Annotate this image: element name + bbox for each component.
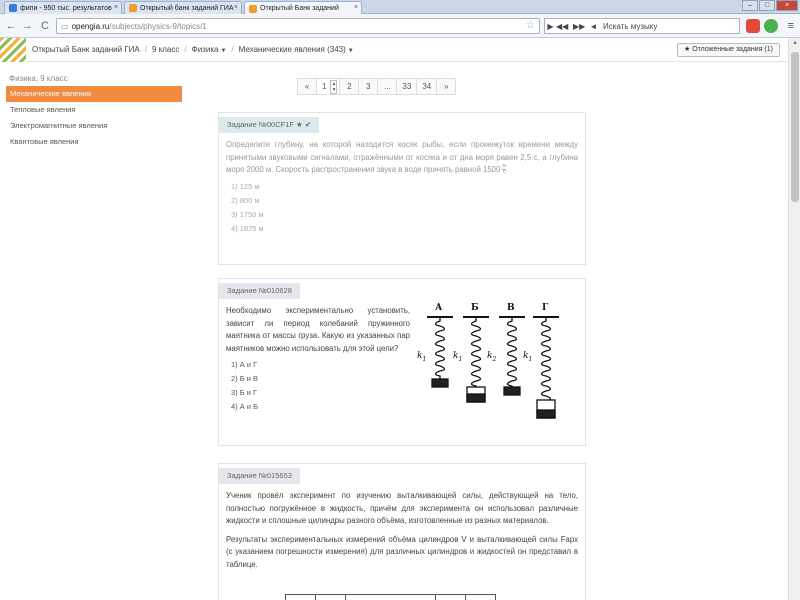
task-card: [218, 112, 586, 265]
tab-title: Открытый Банк заданий: [260, 5, 339, 12]
stepper-up-icon[interactable]: ▲: [331, 80, 337, 87]
close-window-icon[interactable]: ×: [776, 0, 798, 11]
search-favicon-icon: [9, 4, 17, 12]
spring-label: Г: [542, 303, 549, 313]
answer-option[interactable]: 4) 1875 м: [231, 223, 264, 233]
sidebar: [6, 72, 182, 150]
spring-a: [427, 317, 453, 387]
answer-option[interactable]: 4) А и Б: [231, 402, 259, 411]
pagination-ellipsis: ...: [377, 78, 397, 95]
pagination-next[interactable]: »: [436, 78, 456, 95]
url-path: /subjects/physics-9/topics/1: [109, 21, 207, 31]
close-tab-icon[interactable]: ×: [233, 4, 238, 11]
site-favicon-icon: [249, 5, 257, 13]
task-question: Результаты экспериментальных измерений объёма цилиндров V и выталкивающей силы Fарх (с указанием погрешности измерения) для различных цилиндров и жидкостей он представил в таблице.: [226, 534, 578, 569]
music-player: [544, 18, 740, 34]
page-scrollbar[interactable]: [788, 38, 800, 600]
pagination: [298, 78, 456, 95]
answer-option[interactable]: 3) 1750 м: [231, 209, 264, 219]
scroll-up-icon[interactable]: ▲: [792, 40, 798, 46]
spring-constant-label: $k_1$: [523, 351, 533, 363]
spring-constant-label: $k_1$: [453, 351, 463, 363]
tab-opengia-2[interactable]: [244, 1, 362, 15]
breadcrumb-grade[interactable]: 9 класс: [152, 45, 180, 54]
chevron-down-icon[interactable]: ▼: [347, 48, 354, 54]
scrollbar-thumb[interactable]: [791, 52, 799, 202]
unit-fraction: $\frac{м}{с}$: [502, 163, 506, 176]
site-header: [0, 38, 788, 62]
task-question: Необходимо экспериментально установить, зависит ли период колебаний пружинного маятника от массы груза. Какую из указанных пар маятников можно использовать для этой цели?: [226, 306, 410, 353]
task-card: [218, 463, 586, 600]
pagination-page[interactable]: 33: [396, 78, 417, 95]
extension-icon[interactable]: [746, 19, 760, 33]
spring-constant-label: $k_2$: [487, 351, 497, 363]
task-question: Ученик провёл эксперимент по изучению выталкивающей силы, действующей на тело, полностью погружённое в жидкость, причём для эксперимента он использовал различные жидкости и сплошные цилиндры разного объёма, изготовленные из разных материалов.: [226, 491, 578, 525]
breadcrumb-subject[interactable]: Физика: [191, 45, 219, 54]
answer-list: [219, 177, 585, 242]
back-icon[interactable]: ←: [5, 20, 17, 32]
maximize-icon[interactable]: □: [759, 0, 775, 11]
breadcrumb-home[interactable]: Открытый Банк заданий ГИА: [32, 45, 140, 54]
results-table: [285, 594, 496, 600]
spring-constant-label: $k_1$: [417, 351, 427, 363]
answer-option[interactable]: 3) Б и Г: [231, 388, 258, 397]
reload-icon[interactable]: C: [41, 20, 49, 32]
task-header: Задание №015653: [219, 468, 300, 484]
extension-icon[interactable]: [764, 19, 778, 33]
url-host: opengia.ru: [71, 21, 110, 31]
current-page-input[interactable]: 1: [322, 82, 327, 91]
task-header: Задание №010628: [219, 283, 300, 299]
play-icon[interactable]: ▶: [547, 21, 554, 31]
task-question: Определите глубину, на которой находится косяк рыбы, если промежуток времени между принятыми звуковыми сигналами, отражёнными от косяка и от дна моря равен 2,5 с, а глубина моря 2000 м. Скорость распространения звука в воде принять равной 1500 $\frac{м}{с}$ .: [226, 140, 578, 176]
window-controls: [742, 0, 798, 11]
pagination-prev[interactable]: «: [297, 78, 317, 95]
spring-v: [499, 317, 525, 395]
site-favicon-icon: [129, 4, 137, 12]
forward-icon[interactable]: →: [21, 20, 33, 32]
music-search-input[interactable]: Искать музыку: [603, 21, 658, 31]
breadcrumb: Открытый Банк заданий ГИА / 9 класс / Физика ▼ / Механические явления (343) ▼: [32, 45, 354, 54]
page-stepper[interactable]: [330, 80, 337, 94]
logo[interactable]: [0, 38, 26, 62]
close-tab-icon[interactable]: ×: [353, 4, 358, 11]
address-bar[interactable]: [56, 18, 540, 34]
breadcrumb-topic[interactable]: Механические явления (343): [238, 45, 346, 54]
pagination-page[interactable]: 34: [416, 78, 437, 95]
pagination-current[interactable]: [316, 78, 340, 95]
spring-g: [533, 317, 559, 418]
answer-option[interactable]: 1) А и Г: [231, 360, 258, 369]
tab-title: фипи - 950 тыс. результатов: [20, 4, 112, 12]
tab-search[interactable]: [4, 1, 122, 14]
tab-title: Открытый банк заданий ГИА: [140, 4, 234, 12]
task-header: Задание №00CF1F ★ ✔: [219, 117, 319, 133]
pagination-page[interactable]: 2: [339, 78, 359, 95]
bookmark-star-icon[interactable]: ☆: [526, 20, 535, 31]
spring-label: А: [435, 303, 443, 313]
browser-toolbar: [0, 14, 800, 38]
sidebar-item-quantum[interactable]: Квантовые явления: [10, 137, 79, 146]
chevron-down-icon[interactable]: ▼: [220, 48, 227, 54]
sidebar-item-thermal[interactable]: Тепловые явления: [10, 105, 76, 114]
stepper-down-icon[interactable]: ▼: [331, 86, 337, 93]
tab-bar: [0, 0, 800, 14]
previous-track-icon[interactable]: ◀◀: [556, 21, 569, 31]
spring-pendulums-figure: [417, 303, 575, 428]
sidebar-item-electromagnetic[interactable]: Электромагнитные явления: [10, 121, 108, 130]
sidebar-item-mechanics[interactable]: Механические явления: [6, 86, 182, 102]
sidebar-title: Физика, 9 класс: [9, 74, 68, 83]
page-icon: ▭: [61, 21, 69, 31]
pagination-page[interactable]: 3: [358, 78, 378, 95]
deferred-tasks-button[interactable]: ★ Отложенные задания (1): [677, 43, 780, 57]
answer-option[interactable]: 2) 800 м: [231, 195, 260, 205]
next-track-icon[interactable]: ▶▶: [573, 21, 586, 31]
tab-opengia-1[interactable]: [124, 1, 242, 14]
springs-drawing: [425, 303, 575, 428]
answer-option[interactable]: 1) 125 м: [231, 181, 260, 191]
spring-b: [463, 317, 489, 402]
menu-icon[interactable]: ≡: [787, 20, 794, 32]
minimize-icon[interactable]: –: [742, 0, 758, 11]
spring-label: Б: [471, 303, 479, 313]
task-card: [218, 278, 586, 446]
spring-label: В: [507, 303, 515, 313]
answer-list: [219, 355, 417, 420]
answer-option[interactable]: 2) Б и В: [231, 374, 259, 383]
close-tab-icon[interactable]: ×: [113, 4, 118, 11]
volume-icon[interactable]: ◄: [589, 21, 598, 31]
